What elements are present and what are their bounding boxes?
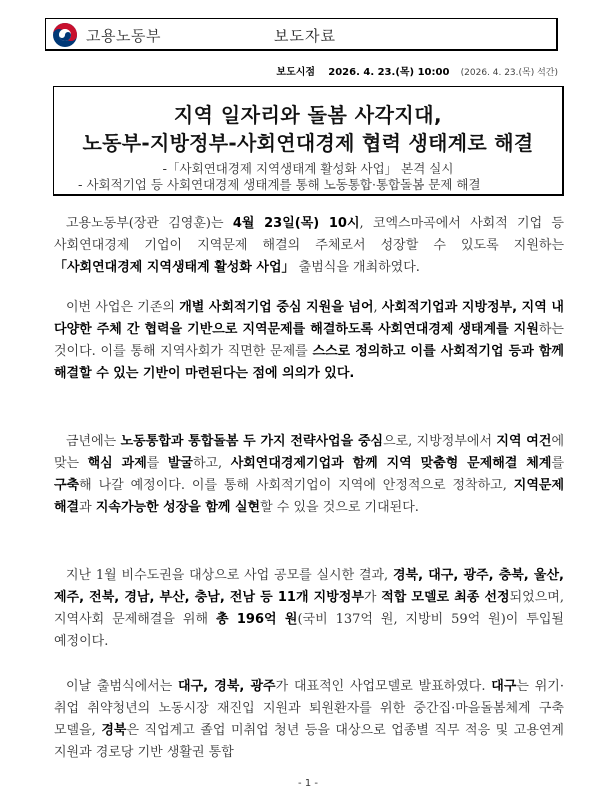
body-text: 으로, 지방정부에서 <box>383 434 497 449</box>
body-text: 은 직업계고 졸업 미취업 청년 등을 대상으로 업종별 직무 적응 및 고용연계 지원과 경로당 기반 생활권 통합 <box>54 723 564 760</box>
body-text: (국비 137억 원, 지방비 59억 원)이 투입될 예정이다. <box>54 612 564 649</box>
body-paragraph <box>54 213 564 279</box>
emphasized-text: 경북, 대구, 광주, 충북, 울산, 제주, 전북, 경남, 부산, 충남, 전남 등 11개 지방정부 <box>54 568 564 605</box>
emphasized-text: 총 196억 원 <box>215 612 298 627</box>
emphasized-text: 스스로 정의하고 이를 사회적기업 등과 함께 해결할 수 있는 기반이 마련된다는 점에 의의가 있다. <box>54 344 564 381</box>
emphasized-text: 대구 <box>491 679 517 694</box>
ministry-name: 고용노동부 <box>86 27 161 45</box>
release-label: 보도시점 <box>276 67 316 78</box>
emphasized-text: 핵심 과제 <box>87 456 147 471</box>
emphasized-text: 사회연대경제기업과 함께 지역 맞춤형 문제해결 체계 <box>230 456 552 471</box>
body-text: 금년에는 <box>66 434 121 449</box>
body-text: 를 <box>551 456 564 471</box>
body-text: 이날 출범식에서는 <box>66 679 179 694</box>
emphasized-text: 발굴 <box>167 456 193 471</box>
body-text: 되었으며, 지역사회 문제해결을 위해 <box>54 590 564 627</box>
emphasized-text: 구축 <box>54 478 80 493</box>
title-box <box>53 86 564 196</box>
emphasized-text: 대구, 경북, 광주 <box>178 679 276 694</box>
subheadline-2: - 사회적기업 등 사회연대경제 생태계를 통해 노동통합·통합돌봄 문제 해결 <box>78 177 481 192</box>
headline-line-1: 지역 일자리와 돌봄 사각지대, <box>173 103 443 127</box>
header-box <box>45 18 558 51</box>
emphasized-text: 지역 여건 <box>496 434 552 449</box>
body-text: 는 위기·취업 취약청년의 노동시장 재진입 지원과 퇴원환자를 위한 중간집·마을돌봄체계 구축 모델을, <box>54 679 564 738</box>
release-time <box>276 63 558 78</box>
body-text: 에 맞는 <box>54 434 564 471</box>
body-text: 를 <box>146 456 168 471</box>
body-text: , <box>373 300 382 315</box>
body-text: 지난 1월 비수도권을 대상으로 사업 공모를 실시한 결과, <box>66 568 393 583</box>
body-text: , 코엑스마곡에서 사회적 기업 등 사회연대경제 기업이 지역문제 해결의 주체로서 성장할 수 있도록 지원하는 <box>54 216 564 253</box>
release-datetime: 2026. 4. 23.(목) 10:00 <box>328 67 450 78</box>
body-text: 가 대표적인 사업모델로 발표하였다. <box>275 679 492 694</box>
page-number: - 1 - <box>298 778 318 789</box>
emphasized-text: 사회적기업과 지방정부, 지역 내 다양한 주체 간 협력을 기반으로 지역문제를 해결하도록 사회연대경제 생태계를 지원 <box>54 300 564 337</box>
emphasized-text: 지역문제 해결 <box>54 478 564 515</box>
document-type: 보도자료 <box>274 27 336 45</box>
emphasized-text: 「사회연대경제 지역생태계 활성화 사업」 <box>54 260 295 275</box>
body-text: 이번 사업은 기존의 <box>66 300 180 315</box>
body-text: 고용노동부(장관 김영훈)는 <box>66 216 233 231</box>
subheadline-1: -「사회연대경제 지역생태계 활성화 사업」 본격 실시 <box>162 161 454 176</box>
body-paragraph <box>54 297 564 385</box>
body-paragraph <box>54 676 564 764</box>
body-paragraph <box>54 431 564 519</box>
body-text: 과 <box>79 500 96 515</box>
emphasized-text: 지속가능한 성장을 함께 실현 <box>95 500 261 515</box>
emphasized-text: 적합 모델로 최종 선정 <box>381 590 510 605</box>
body-text: 할 수 있을 것으로 기대된다. <box>260 500 419 515</box>
paper-edition: (2026. 4. 23.(목) 석간) <box>460 68 558 78</box>
government-logo-icon <box>52 22 78 48</box>
body-text: 하고, <box>192 456 231 471</box>
body-text: 출범식을 개최하였다. <box>294 260 420 275</box>
body-text: 해 나갈 예정이다. 이를 통해 사회적기업이 지역에 안정적으로 정착하고, <box>79 478 514 493</box>
emphasized-text: 경북 <box>101 723 127 738</box>
body-text: 하는 것이다. 이를 통해 지역사회가 직면한 문제를 <box>54 322 564 359</box>
emphasized-text: 노동통합과 통합돌봄 두 가지 전략사업을 중심 <box>120 434 384 449</box>
headline-line-2: 노동부-지방정부-사회연대경제 협력 생태계로 해결 <box>82 131 534 155</box>
emphasized-text: 개별 사회적기업 중심 지원을 넘어 <box>179 300 374 315</box>
body-paragraph <box>54 565 564 653</box>
body-text: 가 <box>363 590 382 605</box>
emphasized-text: 4월 23일(목) 10시 <box>232 216 360 231</box>
